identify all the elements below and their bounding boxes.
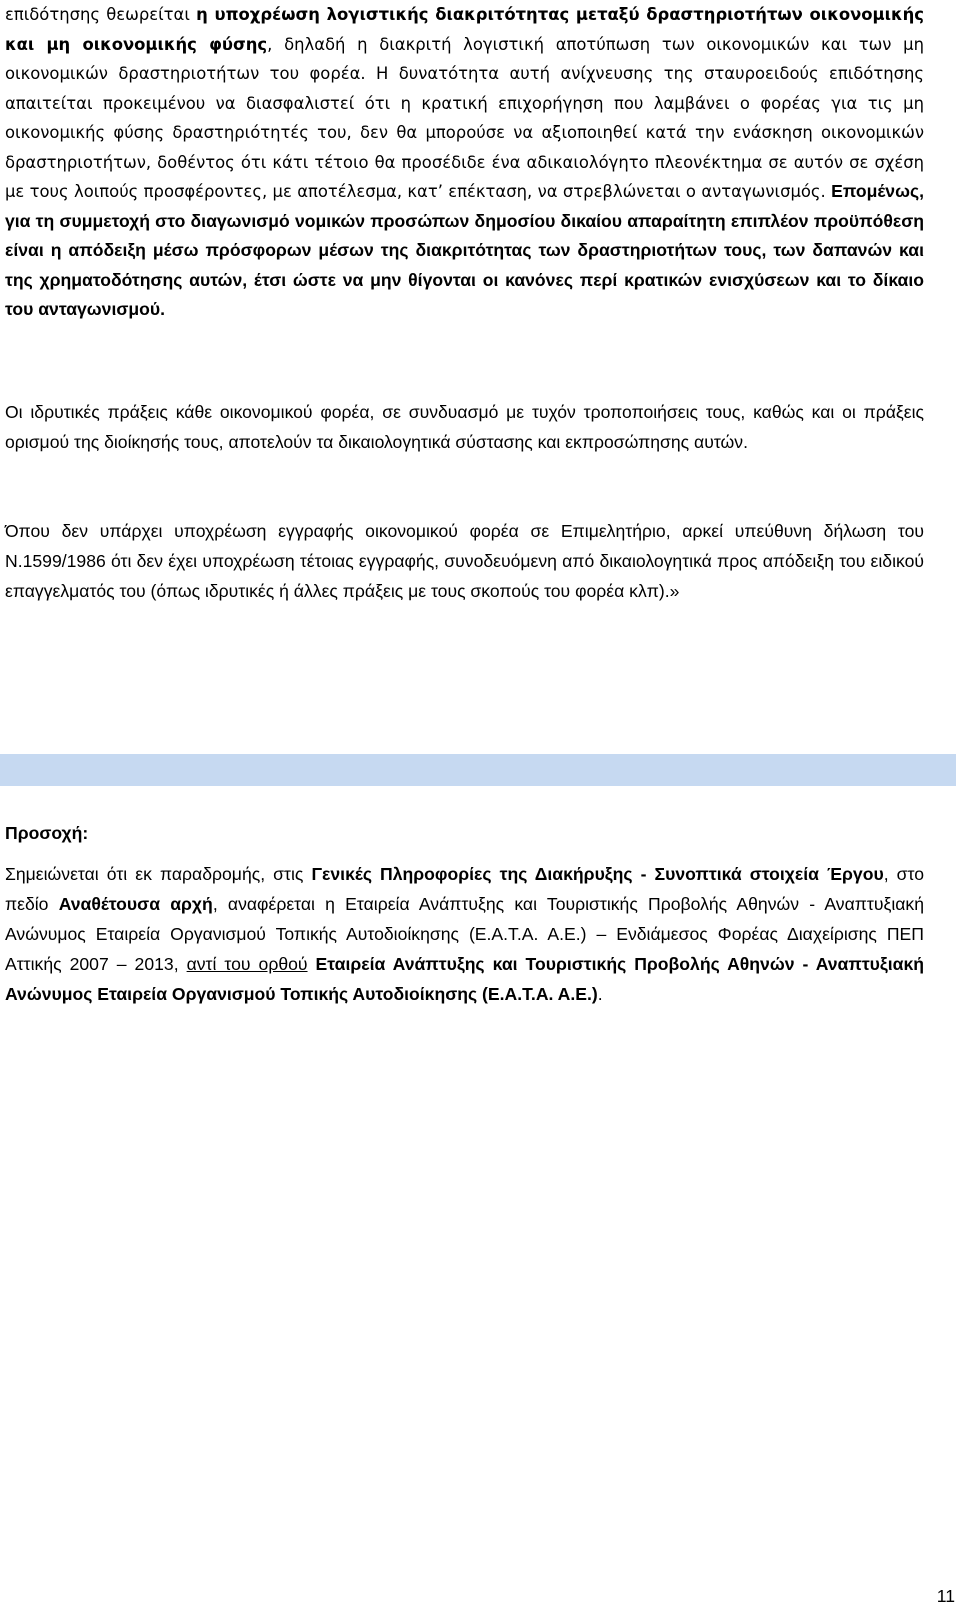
paragraph-cross-subsidy [5, 0, 924, 325]
paragraph-bold-text: Αναθέτουσα αρχή [58, 894, 213, 914]
notice-paragraph [5, 859, 924, 1009]
underlined-text: αντί του ορθού [186, 954, 308, 974]
paragraph-text: επιδότησης θεωρείται [5, 5, 197, 24]
paragraph-bold-text: Γενικές Πληροφορίες της Διακήρυξης - Συνοπτικά στοιχεία Έργου [311, 864, 884, 884]
paragraph-text: . [597, 984, 603, 1004]
paragraph-text [308, 954, 316, 974]
page-number: 11 [936, 1586, 955, 1606]
paragraph-founding-acts: Οι ιδρυτικές πράξεις κάθε οικονομικού φορέα, σε συνδυασμό με τυχόν τροποποιήσεις τους, καθώς και οι πράξεις ορισμού της διοίκησής τους, αποτελούν τα δικαιολογητικά σύστασης και εκπροσώπησης αυτών. [5, 402, 924, 452]
paragraph-bold-text: Επομένως, για τη συμμετοχή στο διαγωνισμό νομικών προσώπων δημοσίου δικαίου απαραίτητη επιπλέον προϋπόθεση είναι η απόδειξη μέσω πρόσφορων μέσων της διακριτότητας των δραστηριοτήτων τους, των δαπανών και της χρηματοδότησης αυτών, έτσι ώστε να μην θίγονται οι κανόνες περί κρατικών ενισχύσεων και το δίκαιο του ανταγωνισμού. [5, 181, 924, 319]
paragraph-text: , αναφέρεται η Εταιρεία Ανάπτυξης και Τουριστικής Προβολής Αθηνών - Αναπτυξιακή Ανώνυμος Εταιρεία Οργανισμού Τοπικής Αυτοδιοίκησης (Ε.Α.Τ.Α. Α.Ε.) – Ενδιάμεσος Φορέας Διαχείρισης ΠΕΠ Αττικής 2007 – 2013, [5, 894, 925, 974]
paragraph-text: , δηλαδή η διακριτή λογιστική αποτύπωση των οικονομικών και των μη οικονομικών δραστηριοτήτων του φορέα. Η δυνατότητα αυτή ανίχνευσης της σταυροειδούς επιδότησης απαιτείται προκειμένου να διασφαλιστεί ότι η κρατική επιχορήγηση που λαμβάνει ο φορέας για τις μη οικονομικής φύσης δραστηριότητές του, δεν θα μπορούσε να αξιοποιηθεί κατά την ενάσκηση οικονομικών δραστηριοτήτων, δοθέντος ότι κάτι τέτοιο θα προσέδιδε ένα αδικαιολόγητο πλεονέκτημα σε αυτόν σε σχέση με τους λοιπούς προσφέροντες, με αποτέλεσμα, κατ’ επέκταση, να στρεβλώνεται ο ανταγωνισμός. [5, 34, 924, 201]
paragraph-bold-text: η υποχρέωση λογιστικής διακριτότητας μεταξύ δραστηριοτήτων οικονομικής και μη οικονομικής φύσης [5, 5, 925, 54]
paragraph-chamber-registration: Όπου δεν υπάρχει υποχρέωση εγγραφής οικονομικού φορέα σε Επιμελητήριο, αρκεί υπεύθυνη δήλωση του Ν.1599/1986 ότι δεν έχει υποχρέωση τέτοιας εγγραφής, συνοδευόμενη από δικαιολογητικά προς απόδειξη του ειδικού επαγγελματός του (όπως ιδρυτικές ή άλλες πράξεις με τους σκοπούς του φορέα κλπ).» [5, 521, 924, 601]
notice-heading: Προσοχή: [5, 823, 89, 843]
paragraph-text: , στο πεδίο [5, 864, 925, 914]
section-divider-band [0, 754, 956, 786]
paragraph-text: Σημειώνεται ότι εκ παραδρομής, στις [5, 864, 312, 884]
paragraph-bold-text: Εταιρεία Ανάπτυξης και Τουριστικής Προβολής Αθηνών - Αναπτυξιακή Ανώνυμος Εταιρεία Οργανισμού Τοπικής Αυτοδιοίκησης (Ε.Α.Τ.Α. Α.Ε.) [5, 954, 925, 1004]
